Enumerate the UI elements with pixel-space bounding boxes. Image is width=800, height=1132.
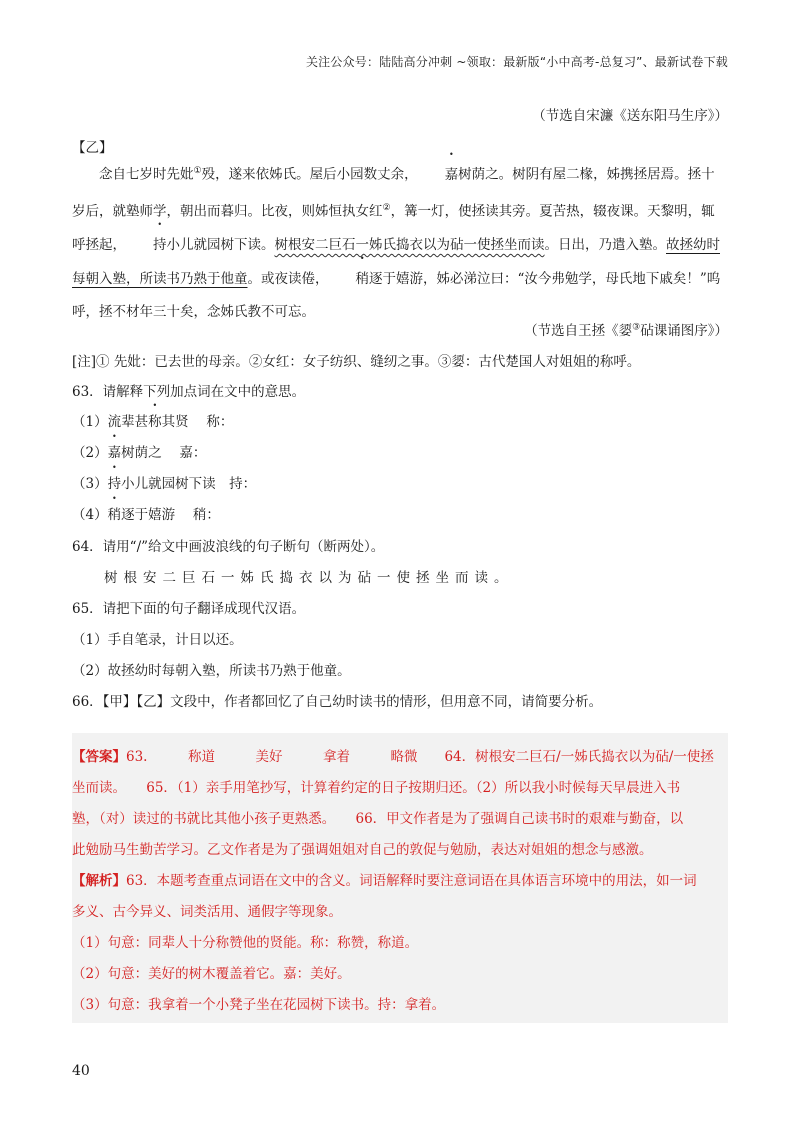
- question-65-2: （2）故拯幼时每朝入塾，所读书乃熟于他童。: [72, 663, 351, 679]
- note-marker: ③: [632, 322, 641, 333]
- q-text: 小儿就园树下读 持：: [121, 476, 257, 492]
- answer-line-2: 坐而读。 65．（1）亲手用笔抄写，计算着约定的日子按期归还。（2）所以我小时候每天早晨进入书: [72, 780, 681, 796]
- question-66: 66．【甲】【乙】文段中，作者都回忆了自己幼时读书的情形，但用意不同，请简要分析。: [72, 694, 603, 710]
- question-63-2: [72, 441, 206, 461]
- dotted-word: 持: [153, 237, 167, 253]
- question-64: 64．请用“/”给文中画波浪线的句子断句（断两处）。: [72, 539, 385, 555]
- passage-text: 岁后，就塾师学，朝出而暮归。比夜，则姊恒执女红: [72, 203, 383, 220]
- passage-text: 矣！”呜呼，拯不材年三十矣，念姊氏教不可忘。: [72, 270, 721, 320]
- source-jia: （节选自宋濂《送东阳马生序》）: [532, 108, 728, 124]
- question-65: 65．请把下面的句子翻译成现代汉语。: [72, 601, 306, 617]
- dotted-word: 持: [107, 476, 122, 492]
- passage-text: 树荫之。树阴有屋二椽，姊携拯居焉。拯十: [458, 166, 715, 183]
- analysis-line-5: （3）句意：我拿着一个小凳子坐在花园树下读书。持：拿着。: [72, 997, 446, 1013]
- q-text: （4）: [72, 507, 108, 523]
- underlined-sentence: 故拯幼: [666, 237, 707, 253]
- analysis-line-2: 多义、古今异义、词类活用、通假字等现象。: [72, 904, 342, 920]
- source-text: 砧课诵图序》）: [640, 323, 728, 339]
- underlined-sentence: 时每朝入塾，所读书乃熟于他童: [72, 237, 720, 287]
- answer-tag: 【答案】: [72, 749, 126, 765]
- q-text: （1）流辈甚: [72, 414, 149, 430]
- analysis-line-3: （1）句意：同辈人十分称赞他的贤能。称：称赞，称道。: [72, 935, 419, 951]
- q-text: （2）: [72, 445, 108, 461]
- source-yi: [524, 319, 728, 339]
- passage-text: 逐于嬉游，姊必涕泣曰：“汝今弗勉学，母氏地下戚: [369, 270, 673, 287]
- analysis-line-1: [72, 869, 697, 889]
- answer-line-3: 塾，（对）读过的书就比其他小孩子更熟悉。 66．甲文作者是为了强调自己读书时的艰难与勤奋，以: [72, 811, 684, 827]
- passage-yi: [72, 155, 728, 330]
- analysis-text: 63．本题考查重点词语在文中的含义。词语解释时要注意词语在具体语言环境中的用法，如一词: [126, 873, 697, 889]
- analysis-line-4: （2）句意：美好的树木覆盖着它。嘉：美好。: [72, 966, 351, 982]
- notes: [注]① 先妣：已去世的母亲。②女红：女子纺织、缝纫之事。③媭：古代楚国人对姐姐的称呼。: [72, 354, 641, 370]
- note-marker: ②: [382, 203, 391, 213]
- passage-text: 殁，遂来依姊氏。屋后小园数丈余，: [201, 166, 418, 183]
- q-text: （3）: [72, 476, 108, 492]
- passage-text: 小儿就园树下读。: [166, 237, 275, 253]
- question-63: 63．请解释下列加点词在文中的意思。: [72, 384, 306, 400]
- passage-text: 。日出，乃遣入塾。: [544, 237, 666, 253]
- wavy-underlined-sentence: 树根安二巨石一姊氏捣衣以为砧一使拯坐而读: [274, 237, 545, 253]
- dotted-word: 嘉: [444, 166, 459, 183]
- section-yi-label: 【乙】: [72, 140, 113, 156]
- q-text: 逐于嬉游 稍：: [121, 507, 220, 523]
- answer-line-4: 此勉励马生勤苦学习。乙文作者是为了强调姐姐对自己的敦促与勉励，表达对姐姐的想念与感激。: [72, 842, 653, 858]
- source-text: （节选自王拯《媭: [524, 323, 633, 339]
- question-65-1: （1）手自笔录，计日以还。: [72, 632, 243, 648]
- page-number: 40: [72, 1063, 90, 1079]
- passage-text: 念自七岁时先妣: [99, 166, 194, 183]
- q-text: 树荫之 嘉：: [121, 445, 207, 461]
- passage-text: 辄呼拯起，: [72, 203, 715, 253]
- question-64-sentence: 树根安二巨石一姊氏捣衣以为砧一使拯坐而读。: [104, 570, 514, 586]
- dotted-word: 嘉: [107, 445, 122, 461]
- answer-text: 63. 称道 美好 拿着 略微 64．树根安二巨石/一姊氏捣衣以为砧/一使拯: [126, 749, 714, 765]
- analysis-tag: 【解析】: [72, 873, 126, 889]
- note-marker: ①: [193, 166, 202, 176]
- answer-line-1: [72, 745, 714, 765]
- dotted-word: 稍: [107, 507, 122, 523]
- passage-text: ，篝一灯，使拯读其旁。夏苦热，辍夜课。天黎明，: [390, 203, 702, 220]
- page-header: 关注公众号：陆陆高分冲刺 ~领取：最新版“小中高考-总复习”、最新试卷下载: [305, 55, 728, 69]
- question-63-4: [72, 503, 220, 523]
- dotted-word: 称: [148, 414, 162, 430]
- passage-text: 。或夜读倦，: [247, 270, 329, 287]
- dotted-word: 稍: [355, 270, 369, 287]
- question-63-1: [72, 410, 233, 430]
- question-63-3: [72, 472, 256, 492]
- q-text: 其贤 称：: [161, 414, 234, 430]
